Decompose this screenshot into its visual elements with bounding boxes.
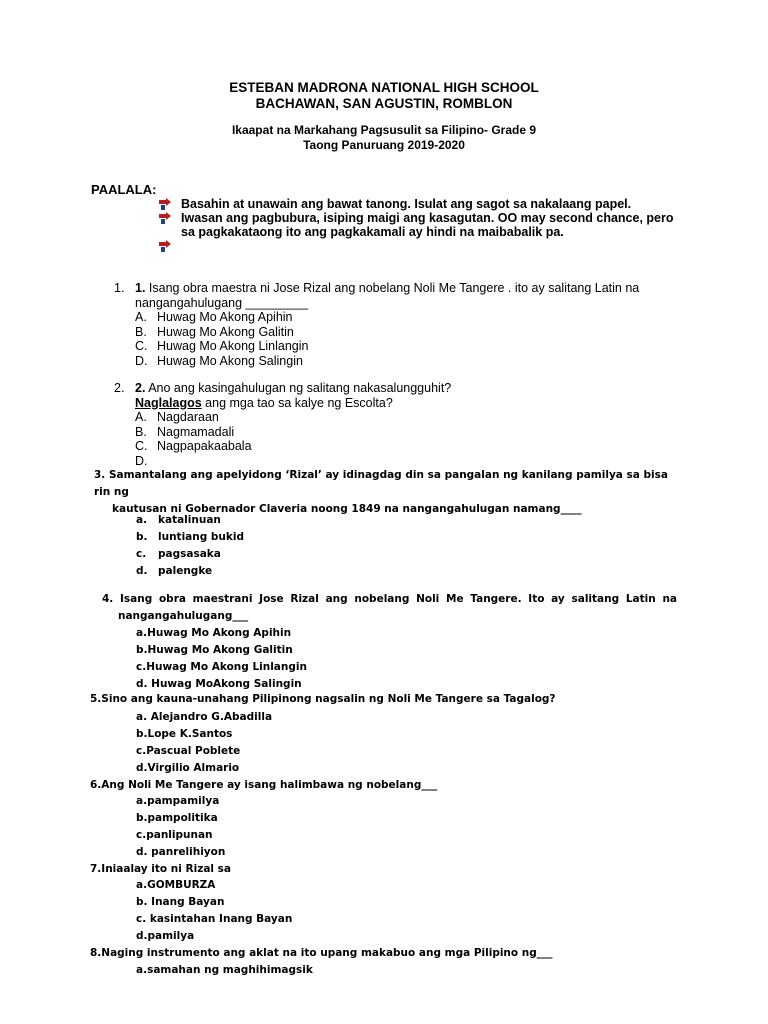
question-4-options xyxy=(136,625,307,693)
option: b.Lope K.Santos xyxy=(136,728,233,740)
question-5-options xyxy=(136,709,272,777)
question-number: 2. xyxy=(135,381,146,395)
option: a.GOMBURZA xyxy=(136,879,216,891)
option: A. Huwag Mo Akong Apihin xyxy=(135,310,293,324)
option: d.Virgilio Almario xyxy=(136,762,240,774)
option: D. Huwag Mo Akong Salingin xyxy=(135,353,303,368)
school-location: BACHAWAN, SAN AGUSTIN, ROMBLON xyxy=(255,96,513,111)
option: c. pagsasaka xyxy=(136,548,221,560)
question-3-options xyxy=(136,512,244,580)
question-7: 7.Iniaalay ito ni Rizal sa xyxy=(90,863,231,875)
arrow-bullet-icon xyxy=(159,240,171,252)
option: c.panlipunan xyxy=(136,829,213,841)
question-body xyxy=(135,281,680,368)
sentence-rest: ang mga tao sa kalye ng Escolta? xyxy=(201,395,393,410)
question-text xyxy=(135,281,680,310)
question-4-continued xyxy=(118,608,248,625)
exam-title: Ikaapat na Markahang Pagsusulit sa Filipino- Grade 9 xyxy=(231,123,537,137)
option: c. kasintahan Inang Bayan xyxy=(136,913,293,925)
option: a.samahan ng maghihimagsik xyxy=(136,964,313,976)
option: c.Pascual Poblete xyxy=(136,745,241,757)
question-3 xyxy=(94,467,684,518)
question-7-options xyxy=(136,877,292,945)
arrow-bullet-icon xyxy=(159,212,171,224)
question-8: 8.Naging instrumento ang aklat na ito upang makabuo ang mga Pilipino ng___ xyxy=(90,947,553,959)
underlined-word: Naglalagos xyxy=(135,395,202,410)
question-text xyxy=(135,381,680,396)
question-text: kautusan ni Gobernador Claveria noong 1849 na nangangahulugan namang____ xyxy=(112,503,582,515)
question-6-options xyxy=(136,793,225,861)
option: b. Inang Bayan xyxy=(136,896,225,908)
option: d. Huwag MoAkong Salingin xyxy=(136,678,302,690)
question-list-number: 2. xyxy=(114,381,125,395)
option: B. Nagmamadali xyxy=(135,424,235,439)
question-6: 6.Ang Noli Me Tangere ay isang halimbawa ng nobelang___ xyxy=(90,779,438,791)
option: a.pampamilya xyxy=(136,795,220,807)
question-text: 3. Samantalang ang apelyidong ‘Rizal’ ay idinagdag din sa pangalan ng kanilang pamilya sa bisa rin ng xyxy=(94,469,668,498)
option: A. Nagdaraan xyxy=(135,410,219,424)
option: B. Huwag Mo Akong Galitin xyxy=(135,324,294,339)
exam-header xyxy=(0,123,768,153)
option: D. xyxy=(135,453,148,468)
option: b.Huwag Mo Akong Galitin xyxy=(136,644,293,656)
instruction-item xyxy=(159,239,679,253)
instruction-text: Basahin at unawain ang bawat tanong. Isulat ang sagot sa nakalaang papel. xyxy=(181,197,632,211)
question-8-options xyxy=(136,962,313,979)
option: d. palengke xyxy=(136,565,213,577)
question-5: 5.Sino ang kauna-unahang Pilipinong nagsalin ng Noli Me Tangere sa Tagalog? xyxy=(90,693,556,705)
question-prompt: Ano ang kasingahulugan ng salitang nakasalungguhit? xyxy=(145,381,452,395)
question-list-number: 1. xyxy=(114,281,125,295)
question-sentence xyxy=(135,396,680,411)
instruction-item xyxy=(159,197,679,211)
school-year: Taong Panuruang 2019-2020 xyxy=(303,138,465,152)
option: C. Huwag Mo Akong Linlangin xyxy=(135,339,309,353)
option: d.pamilya xyxy=(136,930,195,942)
option: d. panrelihiyon xyxy=(136,846,226,858)
question-4 xyxy=(102,591,677,608)
question-body xyxy=(135,381,680,468)
option: a. katalinuan xyxy=(136,514,221,526)
question-number: 1. xyxy=(135,281,146,295)
option: C. Nagpapakaabala xyxy=(135,439,252,453)
instruction-item xyxy=(159,211,679,239)
instruction-text: Iwasan ang pagbubura, isiping maigi ang kasagutan. OO may second chance, pero sa pagkakataong ito ang pagkakamali ay hindi na maibabalik pa. xyxy=(181,211,674,239)
arrow-bullet-icon xyxy=(159,198,171,210)
question-text: nangangahulugang___ xyxy=(118,610,249,622)
option: b.pampolitika xyxy=(136,812,218,824)
option: c.Huwag Mo Akong Linlangin xyxy=(136,661,307,673)
school-header xyxy=(0,80,768,112)
option: a.Huwag Mo Akong Apihin xyxy=(136,627,292,639)
question-text: 4. Isang obra maestrani Jose Rizal ang nobelang Noli Me Tangere. Ito ay salitang Latin na xyxy=(102,593,677,605)
question-prompt: Isang obra maestra ni Jose Rizal ang nobelang Noli Me Tangere . ito ay salitang Latin na nangangahulugang _________ xyxy=(135,281,640,310)
option: a. Alejandro G.Abadilla xyxy=(136,711,273,723)
option: b. luntiang bukid xyxy=(136,531,244,543)
instructions-label: PAALALA: xyxy=(91,182,157,197)
instructions-list xyxy=(159,197,679,253)
school-name: ESTEBAN MADRONA NATIONAL HIGH SCHOOL xyxy=(229,80,539,95)
